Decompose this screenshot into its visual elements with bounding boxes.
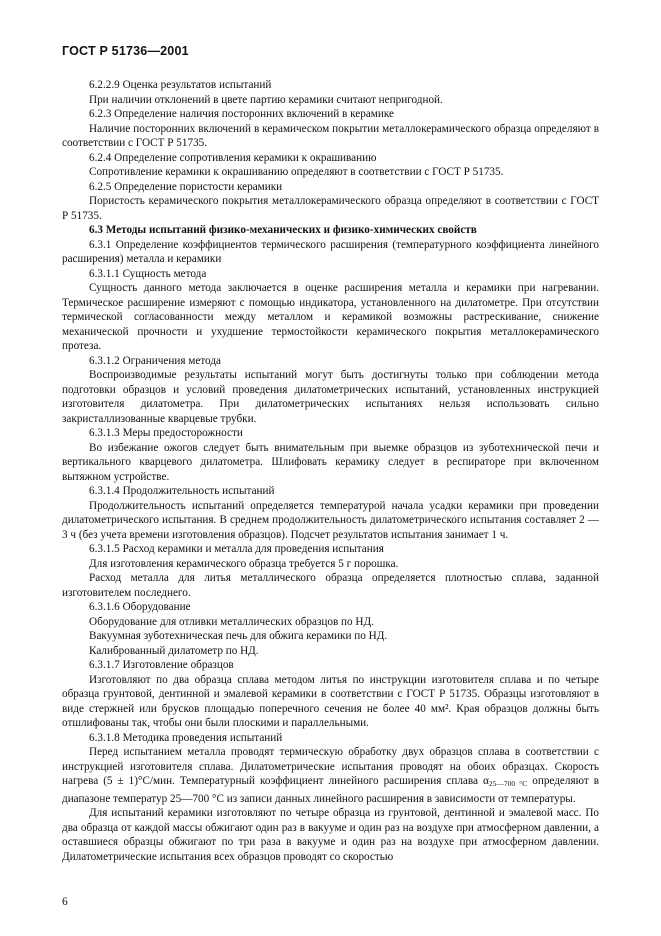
paragraph: 6.2.3 Определение наличия посторонних включений в керамике — [89, 108, 395, 120]
formula-symbol: α — [483, 775, 489, 787]
paragraph: 6.3.1.2 Ограничения метода — [89, 354, 221, 367]
paragraph: Для изготовления керамического образца требуется 5 г порошка. — [89, 557, 399, 570]
paragraph: 6.3.1.8 Методика проведения испытаний — [89, 731, 283, 744]
paragraph: 6.2.5 Определение пористости керамики — [89, 180, 283, 193]
paragraph: Оборудование для отливки металлических образцов по НД. — [89, 615, 374, 628]
formula-text: определяют в диапазоне температур 25—700 °С из записи данных линейного расширения в зависимости от температуры. — [62, 775, 600, 805]
paragraph: Для испытаний керамики изготовляют по четыре образца из грунтовой, дентинной и эмалевой масс. По два образца от каждой массы обжигают один раз в вакууме и один раз на воздухе при атмосферном давлении, а оставшиеся образцы обжигают по три раза в вакууме и один раз на воздухе при атмосферном давлении. Дилатометрические испытания всех образцов проводят со скоростью — [62, 807, 599, 863]
paragraph: 6.3.1.6 Оборудование — [89, 601, 191, 613]
paragraph: 6.2.4 Определение сопротивления керамики к окрашиванию — [89, 151, 377, 164]
paragraph: Расход металла для литья металлического образца определяется плотностью сплава, заданной изготовителем последнего. — [62, 572, 599, 599]
paragraph-with-formula — [62, 745, 599, 806]
paragraph: Воспроизводимые результаты испытаний могут быть достигнуты только при соблюдении метода подготовки образцов и условий проведения дилатометрических испытаний, установленных инструкцией изготовителя дилатометра. При дилатометрических испытаниях нельзя использовать сильно закристаллизованные кварцевые трубки. — [62, 369, 599, 425]
paragraph: 6.3.1.5 Расход керамики и металла для проведения испытания — [89, 543, 384, 555]
paragraph: Вакуумная зуботехническая печь для обжига керамики по НД. — [89, 630, 388, 642]
paragraph: 6.3.1.1 Сущность метода — [89, 267, 207, 280]
document-header: ГОСТ Р 51736—2001 — [62, 44, 189, 58]
page-number: 6 — [62, 896, 68, 908]
paragraph: 6.3.1 Определение коэффициентов термического расширения (температурного коэффициента линейного расширения) металла и керамики — [62, 238, 599, 265]
paragraph: Изготовляют по два образца сплава методом литья по инструкции изготовителя сплава и по четыре образца грунтовой, дентинной и эмалевой керамики в соответствии с ГОСТ Р 51735. Образцы изготовляют в виде стержней или брусков площадью поперечного сечения не более 40 мм². Края образцов должны быть отшлифованы так, чтобы они были плоскими и параллельными. — [62, 673, 599, 729]
paragraph: Во избежание ожогов следует быть внимательным при выемке образцов из зуботехнической печи и вертикального кварцевого дилатометра. Шлифовать керамику следует в респираторе при включенном вытяжном устройстве. — [62, 441, 599, 483]
paragraph: 6.3.1.3 Меры предосторожности — [89, 427, 243, 439]
paragraph: 6.3.1.7 Изготовление образцов — [89, 659, 234, 671]
paragraph: Наличие посторонних включений в керамическом покрытии металлокерамического образца определяют в соответствии с ГОСТ Р 51735. — [62, 122, 599, 149]
paragraph: Сущность данного метода заключается в оценке расширения металла и керамики при нагревании. Термическое расширение измеряют с помощью индикатора, установленного на дилатометре. При отсутствии термической согласованности между металлом и керамикой возможны растрескивание, снижение механической прочности и ухудшение термостойкости керамического покрытия металлокерамического протеза. — [62, 282, 599, 352]
paragraph: Сопротивление керамики к окрашиванию определяют в соответствии с ГОСТ Р 51735. — [89, 166, 504, 178]
formula-subscript: 25—700 °С — [488, 779, 528, 788]
paragraph: 6.3.1.4 Продолжительность испытаний — [89, 485, 275, 497]
paragraph: Калиброванный дилатометр по НД. — [89, 644, 259, 657]
paragraph: 6.2.2.9 Оценка результатов испытаний — [89, 79, 272, 91]
paragraph-text: Перед испытанием металла проводят термическую обработку двух образцов сплава в соответствии с инструкцией изготовителя сплава. Дилатометрические испытания проводят на обоих образцах. Скорость нагрева (5 ± 1)°С/мин. Температурный коэффициент линейного расширения сплава — [62, 746, 599, 787]
paragraph: При наличии отклонений в цвете партию керамики считают непригодной. — [89, 93, 443, 106]
paragraph: Пористость керамического покрытия металлокерамического образца определяют в соответствии с ГОСТ Р 51735. — [62, 195, 599, 222]
document-body — [62, 78, 599, 864]
paragraph: Продолжительность испытаний определяется температурой начала усадки керамики при проведении дилатометрического испытания. В среднем продолжительность дилатометрического испытания составляет 2 — 3 ч (без учета времени изготовления образцов). Подсчет результатов испытания занимает 1 ч. — [62, 499, 599, 541]
section-heading: 6.3 Методы испытаний физико-механических и физико-химических свойств — [89, 224, 477, 236]
